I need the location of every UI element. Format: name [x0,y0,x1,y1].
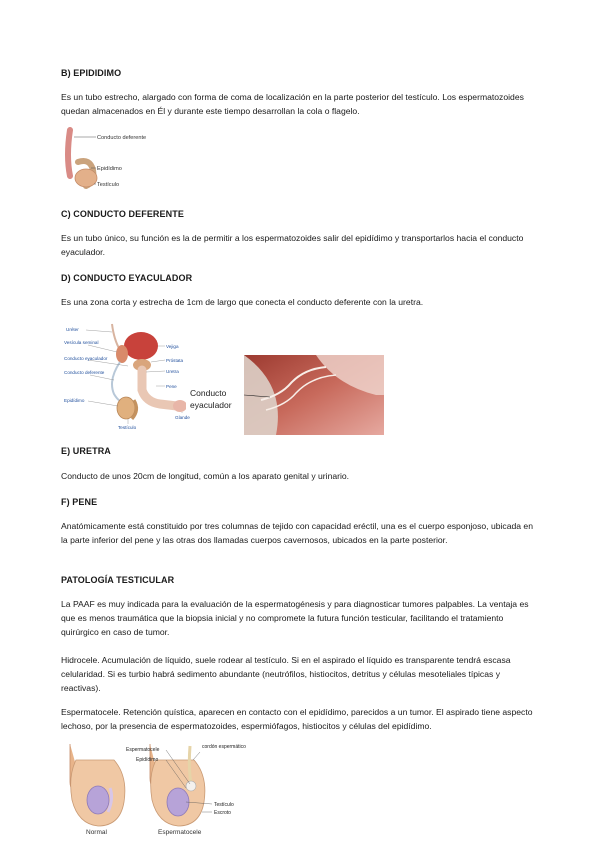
label-prostata: Próstata [166,358,184,363]
label-espermatocele-caption: Espermatocele [158,829,202,836]
label-normal: Normal [86,829,107,836]
label-conducto-deferente: Conducto deferente [64,370,105,375]
paragraph-hidrocele: Hidrocele. Acumulación de líquido, suele rodear al testículo. Si en el aspirado el líquido es transparente tendrá escasa celularidad. Si es turbio habrá sedimento abundante (neutrófilos, histiocitos, detritus y células mesoteliales típicas y reactivas). [61,655,511,693]
glans-shape [173,400,187,412]
label-glande: Glande [175,415,190,420]
testis-shape [75,169,97,187]
heading-conducto-deferente: C) CONDUCTO DEFERENTE [61,209,184,219]
paragraph-espermatocele: Espermatocele. Retención quística, aparecen en contacto con el epidídimo, parecidos a un tumor. El aspirado tiene aspecto lechoso, por la presencia de espermatozoides, espermiófagos, histiocitos y células del epidídimo. [61,707,533,731]
heading-uretra: E) URETRA [61,446,111,456]
vas-deferens-shape [68,130,70,176]
label-pene: Pene [166,384,177,389]
espermatocele-comparison-figure [62,742,260,836]
label-ureter: Uréter [66,327,79,332]
photo-label-line-2: eyaculador [190,400,232,410]
label-epididimo: Epidídimo [64,398,85,403]
label-testiculo: Testículo [214,802,234,808]
label-epididimo: Epidídimo [97,166,122,172]
label-uretra: Uretra [166,369,179,374]
espermatocele-cyst-shape [186,781,196,791]
label-espermatocele-top: Espermatocele [126,747,160,753]
label-testiculo: Testículo [118,425,137,430]
paragraph-conducto-eyaculador: Es una zona corta y estrecha de 1cm de largo que conecta el conducto deferente con la uretra. [61,297,424,307]
label-vejiga: Vejiga [166,344,179,349]
heading-epididimo: B) EPIDIDIMO [61,68,122,78]
normal-testis-shape [87,786,109,814]
label-conducto-eyaculador: Conducto eyaculador [64,356,108,361]
paragraph-conducto-deferente: Es un tubo único, su función es la de permitir a los espermatozoides salir del epidídimo y transportarlos hacia el conducto eyaculador. [61,233,524,257]
photo-label-line-1: Conducto [190,388,227,398]
label-testiculo: Testículo [97,182,120,188]
label-cordon-espermatico: cordón espermático [202,744,246,750]
ejaculatory-duct-photo [186,355,384,435]
heading-patologia-testicular: PATOLOGÍA TESTICULAR [61,575,175,585]
label-vesicula-seminal: Vesícula seminal [64,340,99,345]
paragraph-pene: Anatómicamente está constituido por tres columnas de tejido con capacidad eréctil, una es el cuerpo esponjoso, ubicada en la parte inferior del pene y las otras dos llamadas cuerpos cavernosos, ubicados en la parte posterior. [61,521,533,545]
heading-pene: F) PENE [61,497,98,507]
label-conducto-deferente: Conducto deferente [97,135,147,141]
heading-conducto-eyaculador: D) CONDUCTO EYACULADOR [61,273,193,283]
vas-deferens-path [112,362,124,401]
epididimo-figure [60,126,160,194]
label-epididimo: Epidídimo [136,757,159,763]
bladder-shape [124,332,158,360]
espermatocele-testis-shape [167,788,189,816]
paragraph-paaf: La PAAF es muy indicada para la evaluación de la espermatogénesis y para diagnosticar tumores palpables. La ventaja es que es menos traumática que la biopsia inicial y no compromete la futura función testicular, facilitando el tratamiento quirúrgico en caso de tumor. [61,599,529,637]
label-escroto: Escroto [214,810,231,816]
seminal-vesicle-shape [116,345,128,363]
paragraph-uretra: Conducto de unos 20cm de longitud, común a los aparato genital y urinario. [61,471,350,481]
testis-shape [117,397,135,419]
paragraph-epididimo: Es un tubo estrecho, alargado con forma de coma de localización en la parte posterior del testículo. Los espermatozoides quedan almacenados en Él y durante este tiempo desarrollan la cola o flagelo. [61,92,524,116]
